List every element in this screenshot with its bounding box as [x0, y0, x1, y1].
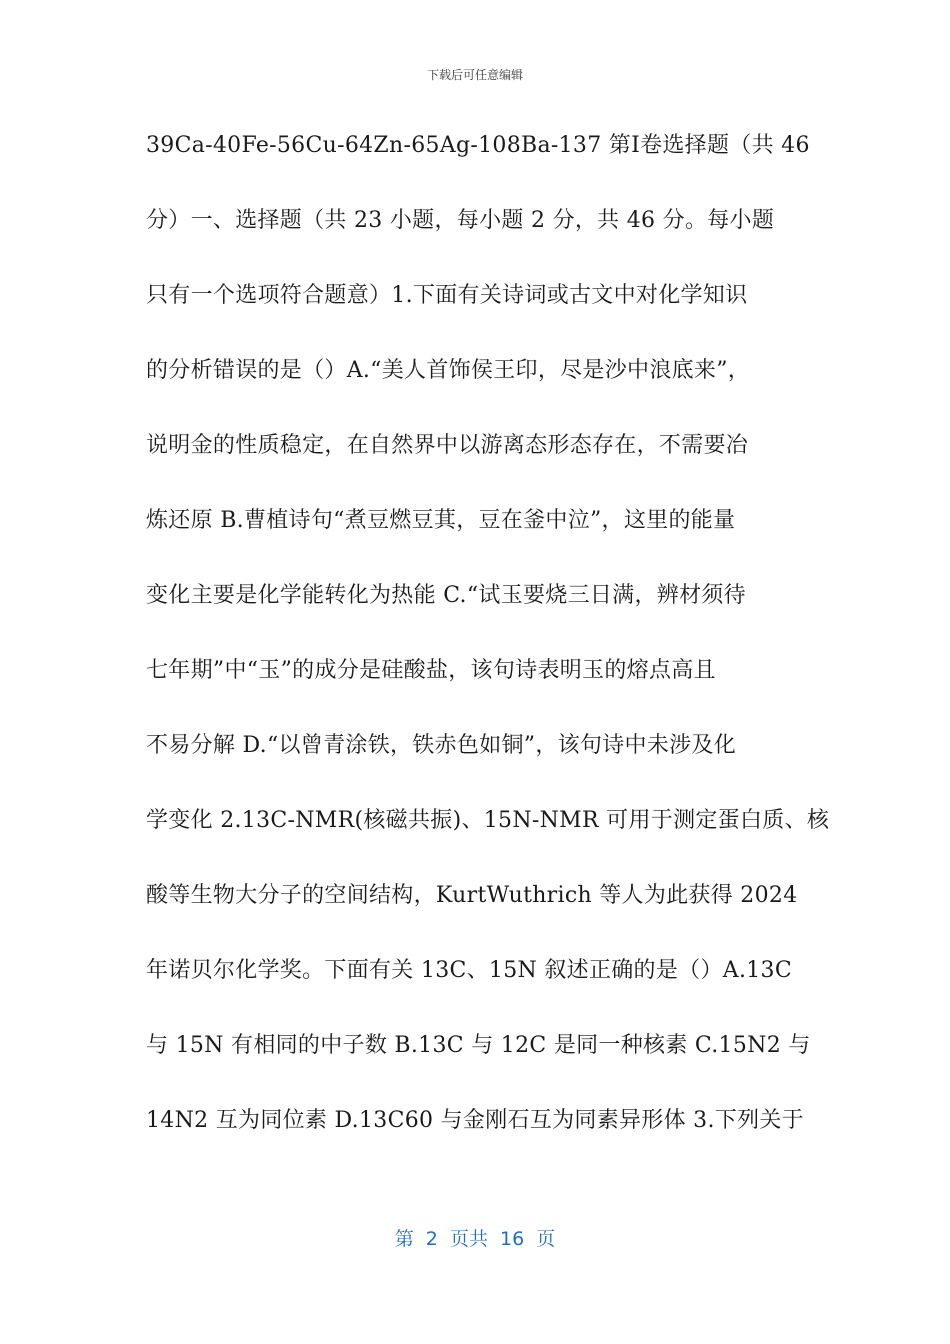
page-header: 下载后可任意编辑 [426, 68, 523, 82]
text-line-3: 只有一个选项符合题意）1.下面有关诗词或古文中对化学知识 [146, 283, 748, 308]
text-line-1: 39Ca-40Fe-56Cu-64Zn-65Ag-108Ba-137 第Ⅰ卷选择题（共 46 [146, 133, 810, 158]
text-line-4: 的分析错误的是（）A.“美人首饰侯王印，尽是沙中浪底来”， [146, 358, 751, 383]
text-line-6: 炼还原 B.曹植诗句“煮豆燃豆萁，豆在釜中泣”，这里的能量 [146, 508, 736, 533]
text-line-7: 变化主要是化学能转化为热能 C.“试玉要烧三日满，辨材须待 [146, 583, 746, 608]
text-line-12: 年诺贝尔化学奖。下面有关 13C、15N 叙述正确的是（）A.13C [146, 958, 792, 983]
text-line-2: 分）一、选择题（共 23 小题，每小题 2 分，共 46 分。每小题 [146, 208, 775, 233]
text-line-14: 14N2 互为同位素 D.13C60 与金刚石互为同素异形体 3.下列关于 [146, 1108, 804, 1133]
text-line-5: 说明金的性质稳定，在自然界中以游离态形态存在，不需要冶 [146, 433, 749, 458]
text-line-9: 不易分解 D.“以曾青涂铁，铁赤色如铜”，该句诗中未涉及化 [146, 733, 737, 758]
document-body [146, 121, 830, 1171]
text-line-8: 七年期”中“玉”的成分是硅酸盐，该句诗表明玉的熔点高且 [146, 658, 716, 683]
page-footer-page-number: 第 2 页共 16 页 [394, 1228, 556, 1250]
text-line-11: 酸等生物大分子的空间结构，KurtWuthrich 等人为此获得 2024 [146, 883, 798, 908]
text-line-10: 学变化 2.13C-NMR(核磁共振)、15N-NMR 可用于测定蛋白质、核 [146, 808, 830, 833]
text-line-13: 与 15N 有相同的中子数 B.13C 与 12C 是同一种核素 C.15N2 与 [146, 1033, 811, 1058]
